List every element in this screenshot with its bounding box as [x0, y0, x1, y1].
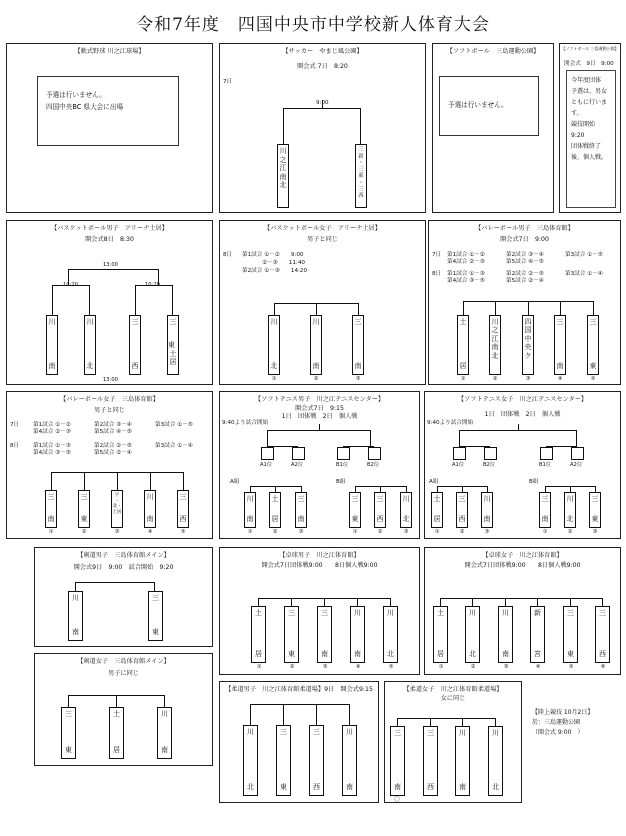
team-box: 三 西	[309, 725, 324, 796]
bracket-line	[440, 598, 602, 599]
bracket-line	[358, 303, 359, 315]
team-box: 三 東	[587, 315, 599, 375]
team-number: ⑤	[568, 664, 574, 670]
panel-header: 【バスケットボール男子 アリーナ土居】	[51, 225, 168, 232]
panel-header: 【ソフトテニス男子 川之江テニスセンター】	[254, 396, 385, 403]
match-time: 13:00	[103, 377, 118, 383]
panel-header: 【ソフトボール 三島運動公園】	[561, 46, 619, 51]
team-box: 三 南	[45, 490, 57, 528]
panel-header: 【ソフトボール 三島運動公園】	[446, 48, 540, 55]
team-number: ③	[503, 664, 509, 670]
game-line: ②－③ 11:40	[262, 260, 305, 266]
panel-softtennis-boys	[219, 391, 420, 539]
bracket-line	[463, 301, 464, 315]
team-box: 三 西	[129, 315, 141, 375]
game-line: 第1試合 ①－②	[447, 252, 485, 258]
game-line: 第5試合 ②－④	[94, 450, 132, 456]
rank-label: B2位	[483, 462, 496, 468]
bracket-line	[291, 598, 292, 606]
team-number: ②	[567, 529, 573, 535]
placeholder-box	[337, 447, 350, 460]
bracket-line	[440, 598, 441, 606]
team-box: 三 南	[295, 492, 307, 528]
opening-ceremony: 開会式 7日 8:20	[297, 63, 348, 70]
game-line: 第4試合 ③－⑤	[33, 450, 71, 456]
start-time: 9:40より試合開始	[222, 420, 269, 426]
panel-header: 【剣道女子 三島体育館メイン】	[77, 658, 170, 665]
team-box: 土 居	[457, 315, 469, 375]
bracket-line	[459, 430, 577, 446]
team-number: ①	[48, 529, 54, 535]
team-box: 三 西	[177, 490, 189, 528]
day-label: 8日	[432, 271, 442, 277]
day-label: 7日	[432, 252, 442, 258]
placeholder-box	[453, 447, 466, 460]
game-line: 第2試合 ③－④	[506, 252, 544, 258]
opening-ceremony: 開会式9日 9:00 試合開始 9:20	[73, 564, 174, 571]
game-line: 第1試合 ①－②	[33, 422, 71, 428]
track-line: 於：三島運動公園	[532, 719, 581, 726]
bracket-line	[505, 598, 506, 606]
team-box: 川 南	[310, 315, 322, 375]
bracket-line	[495, 718, 496, 726]
rank-label: A2位	[291, 462, 304, 468]
game-line: 第2試合 ③－④	[94, 422, 132, 428]
team-box: 三 南	[390, 726, 405, 796]
start-time: 9:40より試合開始	[427, 420, 474, 426]
team-box: 川 南	[46, 315, 58, 375]
team-number: ①	[247, 529, 253, 535]
game-line: 第3試合 ①－⑤	[565, 252, 603, 258]
bracket-line	[250, 704, 349, 705]
opening-ceremony: 開会式7日団体戦9:00 8日個人戦9:00	[464, 562, 581, 569]
panel-subtitle: 1日 団体戦 2日 個人戦	[281, 413, 358, 420]
bracket-line	[397, 718, 495, 719]
side-note-box: 今年度団体 予選は、男女 ともに行いま す。 競技開始 9:20 団体戦終了 後、個人戦。	[566, 70, 616, 208]
team-number: ④	[147, 529, 153, 535]
bracket-line	[75, 582, 155, 591]
bracket-line	[462, 718, 463, 726]
page-title: 令和7年度 四国中央市中学校新人体育大会	[136, 15, 490, 35]
team-number: ②	[459, 529, 465, 535]
group-label: A組	[429, 479, 439, 485]
group-label: B組	[336, 479, 346, 485]
team-box: 新 宮	[530, 606, 545, 663]
bracket-line	[316, 704, 317, 725]
team-box: 川 南	[342, 725, 357, 796]
team-box: 川 南	[455, 726, 470, 796]
bracket-line	[472, 598, 473, 606]
team-box: 三 西	[456, 492, 468, 528]
rank-label: A1位	[260, 462, 273, 468]
bracket-line	[316, 303, 317, 315]
panel-subtitle: 女に同じ	[440, 695, 466, 702]
team-box: 土 居	[109, 707, 124, 759]
bracket-line	[267, 430, 371, 446]
team-box: 三 東	[349, 492, 361, 528]
bracket-line	[319, 424, 320, 430]
panel-volleyball-boys	[428, 220, 621, 385]
match-time: 10:20	[63, 282, 78, 288]
rank-label: A2位	[570, 462, 583, 468]
track-line: 【陸上競技 10月2日】	[532, 709, 594, 716]
team-box: 三 東	[589, 492, 601, 528]
game-line: 第3試合 ①－⑤	[155, 422, 193, 428]
team-number: ②	[470, 664, 476, 670]
panel-header: 【バレーボール男子 三島体育館】	[475, 225, 574, 232]
game-line: 第5試合 ④－⑤	[506, 259, 544, 265]
day-label: 7日	[10, 422, 20, 428]
team-number: ⑤	[590, 376, 596, 382]
track-line: （開会式 9:00 ）	[532, 729, 584, 736]
bracket-line	[84, 472, 85, 490]
team-box: 三 西	[374, 492, 386, 528]
team-number: ④	[535, 664, 541, 670]
bracket-line	[593, 301, 594, 315]
placeholder-box	[368, 447, 381, 460]
bracket-line	[283, 704, 284, 725]
game-line: 第2試合 ②－⑤	[506, 271, 544, 277]
day-label: 8日	[223, 252, 233, 258]
panel-header: 【バスケットボール女子 アリーナ土居】	[264, 225, 381, 232]
bracket-line	[117, 472, 118, 490]
team-box: 川 之江南北	[489, 315, 501, 375]
panel-basketball-girls	[219, 220, 426, 385]
panel-subtitle: 男子と同じ	[307, 236, 338, 243]
panel-side-note	[559, 43, 621, 213]
team-number: ③	[114, 529, 120, 535]
team-number: ⑥	[600, 664, 606, 670]
team-number: ②	[492, 376, 498, 382]
bracket-line	[52, 285, 90, 315]
placeholder-box	[292, 447, 305, 460]
panel-tabletennis-boys	[219, 547, 420, 675]
panel-header: 【剣道男子 三島体育館メイン】	[77, 552, 170, 559]
game-line: 第4試合 ②－③	[33, 429, 71, 435]
bracket-line	[602, 598, 603, 606]
bracket-line	[324, 598, 325, 606]
team-box: 三 東・土居	[167, 315, 179, 375]
team-number: ①	[271, 376, 277, 382]
team-number: ①	[434, 529, 440, 535]
match-time: 13:00	[103, 262, 118, 268]
panel-baseball	[6, 43, 213, 213]
panel-tabletennis-girls	[424, 547, 621, 675]
placeholder-box	[540, 447, 553, 460]
team-box: 川 北	[383, 606, 398, 663]
team-box: 川 北	[488, 726, 503, 796]
bracket-line	[570, 598, 571, 606]
team-number: ③	[592, 529, 598, 535]
team-number: ③	[298, 529, 304, 535]
team-number: ②	[313, 376, 319, 382]
placeholder-box	[484, 447, 497, 460]
panel-volleyball-girls	[6, 391, 213, 539]
bracket-line	[495, 301, 496, 315]
team-box: 川 南	[68, 591, 83, 641]
panel-subtitle: 1日 団体戦 2日 個人戦	[484, 411, 561, 418]
panel-header: 【サッカー やまじ風公園】	[282, 48, 363, 55]
team-box: 三 東	[284, 606, 299, 663]
bracket-line	[349, 704, 350, 725]
team-box: 三 東	[61, 707, 76, 759]
opening-ceremony: 開会式7日団体戦9:00 8日個人戦9:00	[261, 562, 378, 569]
team-box: 土 居	[251, 606, 266, 663]
team-number: ③	[484, 529, 490, 535]
note-text: 予選は行いません。	[46, 91, 106, 99]
team-number: ⑤	[388, 664, 394, 670]
team-number: ①	[460, 376, 466, 382]
bracket-line	[430, 718, 431, 726]
placeholder-box	[261, 447, 274, 460]
game-line: 第4試合 ③－⑤	[447, 278, 485, 284]
bracket-line	[150, 472, 151, 490]
panel-header: 【柔道男子 川之江体育館柔道場】9日 開会式9:15	[225, 686, 373, 693]
placeholder-box	[571, 447, 584, 460]
team-number: ④	[355, 664, 361, 670]
rank-label: A1位	[452, 462, 465, 468]
panel-softball	[432, 43, 554, 213]
team-box: 三 東	[148, 591, 163, 641]
game-line: 第1試合 ①－② 9:00	[242, 252, 304, 258]
team-box: 土 居	[269, 492, 281, 528]
team-box: 三 東	[563, 606, 578, 663]
team-box: 川 北	[564, 492, 576, 528]
opening-ceremony: 開会式7日 9:00	[500, 236, 549, 243]
rank-label: B2位	[367, 462, 380, 468]
note-text: 予選は行いません。	[448, 101, 508, 109]
bracket-line	[274, 303, 275, 315]
circle-mark: 〇	[394, 797, 400, 803]
team-box: 川 北	[84, 315, 96, 375]
group-label: A組	[230, 479, 240, 485]
game-line: 第5試合 ②－④	[506, 278, 544, 284]
note-box	[37, 76, 179, 146]
panel-softtennis-girls	[424, 391, 621, 539]
game-line: 第4試合 ②－③	[447, 259, 485, 265]
panel-basketball-boys	[6, 220, 213, 385]
panel-judo-boys	[219, 681, 379, 803]
bracket-line	[537, 598, 538, 606]
team-box: 川 之 江 南 北	[277, 144, 289, 208]
team-box: 川 南	[244, 492, 256, 528]
team-box: 四 国中央ク	[522, 315, 534, 375]
team-box: 川 南	[498, 606, 513, 663]
game-line: 第2試合 ②－⑤	[94, 443, 132, 449]
track-info	[532, 708, 593, 738]
game-line: 第5試合 ④－⑤	[94, 429, 132, 435]
bracket-line	[51, 472, 52, 490]
bracket-line	[258, 598, 259, 606]
bracket-line	[250, 704, 251, 725]
panel-soccer	[219, 43, 426, 213]
team-box: 川 南	[157, 707, 172, 759]
team-box: 三 新 ・ 三 東 ・ 三 西	[355, 144, 367, 208]
day-label: 8日	[10, 443, 20, 449]
team-number: ①	[438, 664, 444, 670]
panel-judo-girls	[384, 681, 522, 803]
panel-header: 【軟式野球 川之江球場】	[74, 48, 145, 55]
rank-label: B1位	[336, 462, 349, 468]
bracket-line	[283, 108, 361, 144]
team-number: ②	[81, 529, 87, 535]
game-line: 第2試合 ①－③ 14:20	[242, 268, 308, 274]
team-box: 土 居	[433, 606, 448, 663]
game-line: 第3試合 ①－④	[155, 443, 193, 449]
team-box: 川 北	[465, 606, 480, 663]
bracket-line	[164, 695, 165, 707]
team-box: 川 北	[243, 725, 258, 796]
team-box: 川 北	[268, 315, 280, 375]
game-line: 第3試合 ①－④	[565, 271, 603, 277]
bracket-line	[322, 100, 323, 108]
match-time: 10:20	[145, 282, 160, 288]
team-box: 三 南	[352, 315, 364, 375]
team-box: 三 南	[554, 315, 566, 375]
panel-subtitle: 男子と同じ	[94, 407, 125, 414]
team-box: 三 西	[595, 606, 610, 663]
team-number: ①	[352, 529, 358, 535]
team-number: ③	[355, 376, 361, 382]
team-box: 川 南	[350, 606, 365, 663]
team-box: 三 南	[539, 492, 551, 528]
group-label: B組	[529, 479, 539, 485]
bracket-line	[397, 718, 398, 726]
opening-ceremony: 開会式 9日 9:00	[564, 61, 614, 67]
panel-header: 【卓球男子 川之江体育館】	[279, 552, 360, 559]
bracket-line	[135, 285, 173, 315]
team-number: ③	[403, 529, 409, 535]
team-box: 三 西	[423, 726, 438, 796]
team-number: ③	[525, 376, 531, 382]
team-number: ①	[542, 529, 548, 535]
panel-kendo-girls	[34, 653, 213, 766]
team-number: ②	[289, 664, 295, 670]
team-number: ①	[256, 664, 262, 670]
bracket-line	[68, 695, 69, 707]
bracket-line	[528, 301, 529, 315]
team-box: 川 南	[144, 490, 156, 528]
bracket-line	[357, 598, 358, 606]
team-box: 川 南	[481, 492, 493, 528]
team-number: ④	[557, 376, 563, 382]
team-number: ③	[322, 664, 328, 670]
team-box: 三 東	[276, 725, 291, 796]
note-text: 四国中央BC 県大会に出場	[46, 103, 124, 111]
team-box: 三 東	[78, 490, 90, 528]
panel-header: 【バレーボール女子 三島体育館】	[60, 396, 159, 403]
opening-ceremony: 開会式8日 8:30	[85, 236, 134, 243]
team-box: 宇 ・北・土居	[111, 490, 123, 528]
team-box: 川 北	[400, 492, 412, 528]
panel-header: 【柔道女子 川之江体育館柔道場】	[403, 686, 503, 693]
game-line: 第1試合 ①－③	[447, 271, 485, 277]
panel-header: 【卓球女子 川之江体育館】	[482, 552, 563, 559]
bracket-line	[560, 301, 561, 315]
team-number: ⑤	[180, 529, 186, 535]
bracket-line	[390, 598, 391, 606]
team-number: ②	[272, 529, 278, 535]
team-box: 土 居	[431, 492, 443, 528]
game-line: 第1試合 ①－③	[33, 443, 71, 449]
bracket-line	[183, 472, 184, 490]
note-box	[439, 76, 539, 136]
team-box: 三 南	[317, 606, 332, 663]
team-number: ②	[377, 529, 383, 535]
bracket-line	[518, 424, 519, 430]
panel-header: 【ソフトテニス女子 川之江テニスセンター】	[457, 396, 588, 403]
panel-kendo-boys	[34, 547, 213, 647]
rank-label: B1位	[539, 462, 552, 468]
day-label: 7日	[223, 79, 233, 85]
bracket-line	[116, 695, 117, 707]
match-time: 9:00	[316, 100, 329, 106]
panel-subtitle: 男子に同じ	[108, 670, 139, 677]
opening-ceremony: 開会式7日 9:15	[295, 405, 344, 412]
